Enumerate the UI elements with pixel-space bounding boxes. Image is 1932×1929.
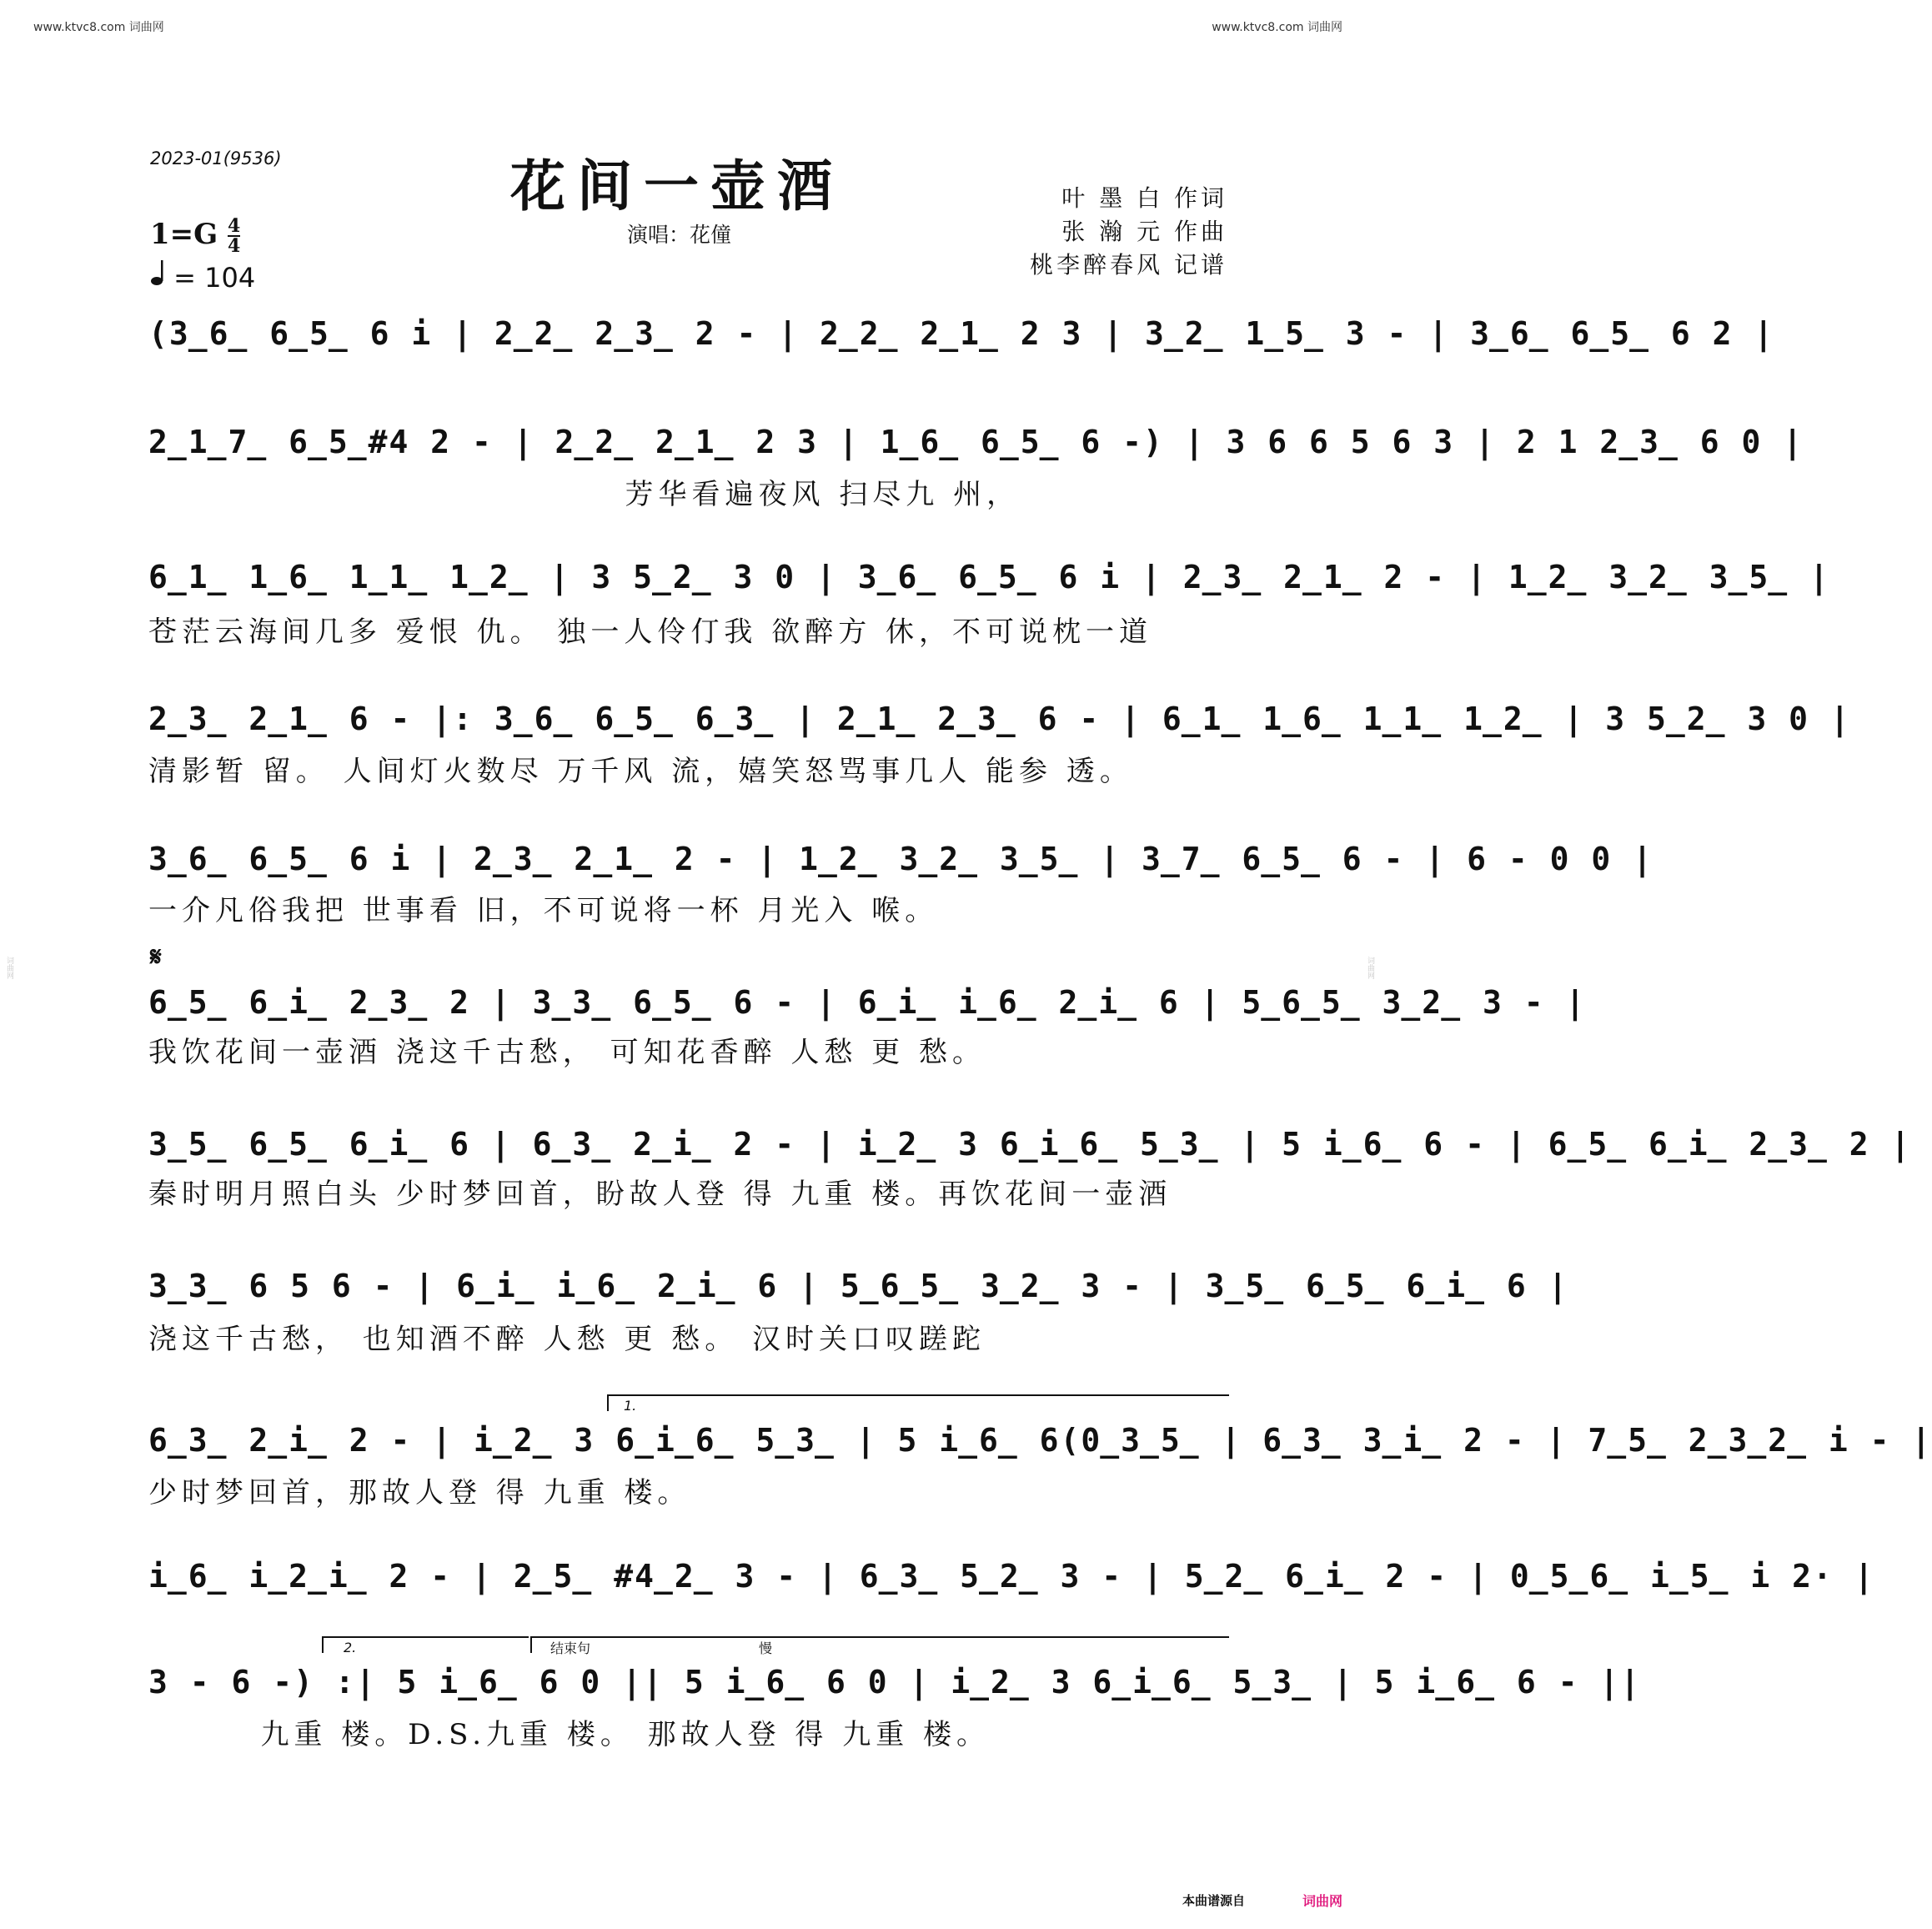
composer-credit: 张 瀚 元 作曲 [1061, 218, 1227, 245]
credits [1030, 182, 1227, 282]
segno-sign: 𝄋 [150, 941, 162, 972]
score-line-3-lyrics: 苍茫云海间几多 爱恨 仇。 独一人伶仃我 欲醉方 休，不可说枕一道 [148, 615, 1153, 649]
score-line-7-lyrics: 秦时明月照白头 少时梦回首，盼故人登 得 九重 楼。再饮花间一壶酒 [148, 1178, 1172, 1211]
site-label-right: www.ktvc8.com 词曲网 [1212, 21, 1342, 34]
score-line-7-notes: 3̲5̲ 6̲5̲ 6̲i̲ 6 | 6̲3̲ 2̲i̲ 2 - | i̲2̲ 3 6̲i̲6̲ 5̲3̲ | 5 i̲6̲ 6 - | 6̲5̲ 6̲i̲ 2̲3̲ 2 | [148, 1126, 1912, 1163]
key-label: 1=G [150, 218, 218, 251]
score-line-11-lyrics: 九重 楼。D.S.九重 楼。 那故人登 得 九重 楼。 [148, 1718, 991, 1751]
site-label-left: www.ktvc8.com 词曲网 [33, 21, 164, 34]
score-line-4-notes: 2̲3̲ 2̲1̲ 6 - |: 3̲6̲ 6̲5̲ 6̲3̲ | 2̲1̲ 2̲3̲ 6 - | 6̲1̲ 1̲6̲ 1̲1̲ 1̲2̲ | 3 5̲2̲ 3 0 | [148, 701, 1851, 737]
tempo-value: = 104 [173, 262, 256, 294]
volta-label-1: 1. [624, 1398, 637, 1414]
score-line-9-lyrics: 少时梦回首，那故人登 得 九重 楼。 [148, 1476, 691, 1510]
watermark-left [2, 50, 13, 1885]
time-bottom: 4 [228, 235, 241, 257]
transcriber-credit: 桃李醉春风 记谱 [1030, 251, 1227, 279]
score-line-9-notes: 6̲3̲ 2̲i̲ 2 - | i̲2̲ 3 6̲i̲6̲ 5̲3̲ | 5 i̲6̲ 6(0̲3̲5̲ | 6̲3̲ 3̲i̲ 2 - | 7̲5̲ 2̲3̲2̲ i - | [148, 1422, 1932, 1459]
key-signature [150, 217, 240, 255]
source-label: 本曲谱源自 [1182, 1893, 1246, 1908]
ending-bracket [530, 1636, 1229, 1653]
ending-label: 结束句 [550, 1640, 591, 1656]
date-code: 2023-01(9536) [150, 148, 282, 168]
source-brand[interactable]: 词曲网 [1302, 1893, 1343, 1909]
score-line-6-notes: 6̲5̲ 6̲i̲ 2̲3̲ 2 | 3̲3̲ 6̲5̲ 6 - | 6̲i̲ i̲6̲ 2̲i̲ 6 | 5̲6̲5̲ 3̲2̲ 3 - | [148, 984, 1587, 1021]
singer-label: 演唱：花僮 [627, 223, 732, 247]
score-line-5-lyrics: 一介凡俗我把 世事看 旧，不可说将一杯 月光入 喉。 [148, 894, 939, 927]
score-line-4-lyrics: 清影暂 留。 人间灯火数尽 万千风 流，嬉笑怒骂事几人 能参 透。 [148, 755, 1133, 788]
time-signature [228, 217, 240, 255]
score-line-8-notes: 3̲3̲ 6 5 6 - | 6̲i̲ i̲6̲ 2̲i̲ 6 | 5̲6̲5̲ 3̲2̲ 3 - | 3̲5̲ 6̲5̲ 6̲i̲ 6 | [148, 1268, 1569, 1304]
tempo [150, 259, 255, 294]
score-line-3-notes: 6̲1̲ 1̲6̲ 1̲1̲ 1̲2̲ | 3 5̲2̲ 3 0 | 3̲6̲ 6̲5̲ 6 i | 2̲3̲ 2̲1̲ 2 - | 1̲2̲ 3̲2̲ 3̲5̲ | [148, 559, 1830, 595]
volta-label-2: 2. [344, 1640, 357, 1655]
quarter-note-icon [150, 259, 165, 287]
watermark-text: 词曲网 [5, 956, 13, 979]
score-line-1-notes: (3̲6̲ 6̲5̲ 6 i | 2̲2̲ 2̲3̲ 2 - | 2̲2̲ 2̲1̲ 2 3 | 3̲2̲ 1̲5̲ 3 - | 3̲6̲ 6̲5̲ 6 2 | [148, 315, 1775, 352]
time-top: 4 [228, 215, 241, 237]
score-line-10-notes: i̲6̲ i̲2̲i̲ 2 - | 2̲5̲ #4̲2̲ 3 - | 6̲3̲ 5̲2̲ 3 - | 5̲2̲ 6̲i̲ 2 - | 0̲5̲6̲ i̲5̲ i 2· | [148, 1558, 1875, 1595]
score-line-6-lyrics: 我饮花间一壶酒 浇这千古愁， 可知花香醉 人愁 更 愁。 [148, 1036, 986, 1069]
slow-label: 慢 [759, 1640, 773, 1656]
score-line-5-notes: 3̲6̲ 6̲5̲ 6 i | 2̲3̲ 2̲1̲ 2 - | 1̲2̲ 3̲2̲ 3̲5̲ | 3̲7̲ 6̲5̲ 6 - | 6 - 0 0 | [148, 841, 1653, 877]
score-line-11-notes: 3 - 6 -) :| 5 i̲6̲ 6 0 || 5 i̲6̲ 6 0 | i̲2̲ 3 6̲i̲6̲ 5̲3̲ | 5 i̲6̲ 6 - || [148, 1664, 1642, 1700]
lyricist-credit: 叶 墨 白 作词 [1061, 184, 1227, 212]
volta-bracket-1 [607, 1394, 1229, 1411]
song-title: 花间一壶酒 [510, 153, 844, 219]
score-line-2-notes: 2̲1̲7̲ 6̲5̲#4 2 - | 2̲2̲ 2̲1̲ 2 3 | 1̲6̲ 6̲5̲ 6 -) | 3 6 6 5 6 3 | 2 1 2̲3̲ 6 0 | [148, 424, 1804, 460]
score-line-8-lyrics: 浇这千古愁， 也知酒不醉 人愁 更 愁。 汉时关口叹蹉跎 [148, 1323, 986, 1356]
watermark-text: 词曲网 [1366, 956, 1374, 979]
score-line-2-lyrics: 芳华看遍夜风 扫尽九 州， [148, 478, 1021, 511]
